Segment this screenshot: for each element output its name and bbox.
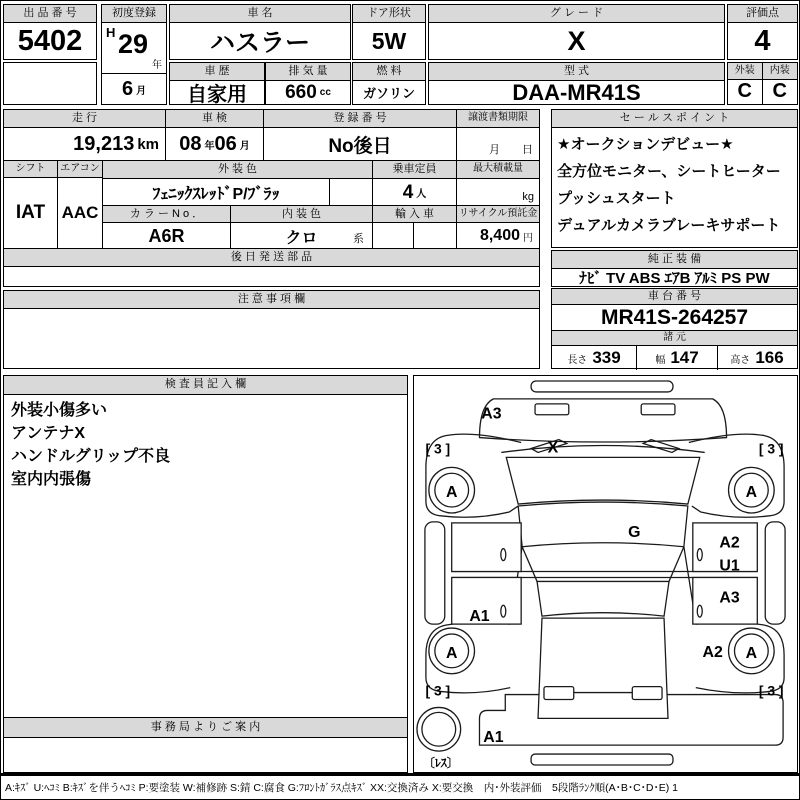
exterior-grade-cell bbox=[728, 63, 763, 104]
damage-mark: [ 3 ] bbox=[758, 682, 784, 699]
first-reg-box bbox=[101, 4, 167, 105]
interior-grade-value: C bbox=[772, 80, 787, 102]
transfer-deadline-value: 月 日 bbox=[489, 144, 533, 156]
model-code-label: 型 式 bbox=[429, 63, 724, 81]
first-reg-label: 初度登録 bbox=[102, 5, 166, 23]
damage-mark: [ 3 ] bbox=[425, 682, 451, 699]
inspector-note-line: ハンドルグリップ不良 bbox=[11, 448, 171, 465]
mileage-label: 走 行 bbox=[4, 110, 165, 128]
legend-text: A:ｷｽﾞ U:ﾍｺﾐ B:ｷｽﾞを伴うﾍｺﾐ P:要塗装 W:補修跡 S:錆 C:腐食 G:ﾌﾛﾝﾄｶﾞﾗｽ点ｷｽﾞ XX:交換済み X:要交換 内･外装評価 5段階ﾗﾝｸ順(A･B･C･D･E) 1 bbox=[5, 782, 679, 794]
recycle-deposit-unit: 円 bbox=[523, 232, 533, 244]
score-box bbox=[727, 4, 798, 60]
sales-points-body bbox=[552, 128, 797, 239]
damage-mark: A1 bbox=[469, 608, 490, 626]
damage-mark: U1 bbox=[719, 557, 740, 575]
right-sill bbox=[765, 522, 785, 624]
interior-color-box bbox=[230, 205, 373, 249]
door-shape-value: 5W bbox=[371, 27, 407, 54]
damage-mark: A3 bbox=[719, 589, 740, 607]
damage-diagram-svg bbox=[414, 376, 796, 771]
inspection-box bbox=[165, 109, 264, 161]
color-no-value: A6R bbox=[148, 225, 185, 246]
damage-mark: A3 bbox=[481, 405, 502, 423]
damage-mark: A bbox=[445, 484, 458, 502]
grade-value: X bbox=[567, 25, 586, 56]
history-value: 自家用 bbox=[187, 84, 247, 106]
spec-height-label: 高さ bbox=[730, 354, 751, 366]
office-info-value bbox=[4, 736, 407, 772]
sales-point-line: デュアルカメラブレーキサポート bbox=[557, 217, 781, 234]
fuel-label: 燃 料 bbox=[353, 63, 425, 81]
registration-value: No後日 bbox=[328, 135, 392, 157]
interior-color-cell bbox=[231, 223, 372, 249]
rear-bumper-strip bbox=[531, 754, 673, 765]
fuel-box bbox=[352, 62, 426, 105]
spec-width-value: 147 bbox=[670, 348, 699, 367]
cautions-label: 注 意 事 項 欄 bbox=[4, 291, 539, 309]
exterior-color-box bbox=[102, 160, 373, 206]
damage-mark: A2 bbox=[719, 534, 740, 552]
first-reg-year: 29 bbox=[118, 29, 149, 59]
equipment-box bbox=[551, 250, 798, 287]
exterior-color-label: 外 装 色 bbox=[103, 161, 372, 179]
displacement-box bbox=[265, 62, 351, 105]
front-bumper bbox=[531, 381, 673, 392]
sales-points-box bbox=[551, 109, 798, 248]
inspector-notes-body bbox=[4, 395, 407, 491]
fuel-value: ガソリン bbox=[362, 86, 415, 101]
exterior-grade-value: C bbox=[737, 80, 752, 102]
office-info-label: 事 務 局 よ り ご 案 内 bbox=[4, 717, 407, 738]
ext-int-grade-box bbox=[727, 62, 798, 105]
score-label: 評価点 bbox=[728, 5, 797, 23]
damage-mark: A bbox=[745, 644, 758, 662]
sales-point-line: ★オークションデビュー★ bbox=[557, 136, 734, 153]
car-name-box bbox=[169, 4, 351, 60]
c-pillar-line bbox=[669, 547, 684, 582]
damage-mark: A bbox=[445, 644, 458, 662]
capacity-label: 乗車定員 bbox=[373, 161, 456, 179]
mileage-box bbox=[3, 109, 166, 161]
damage-mark: [ 3 ] bbox=[758, 440, 784, 457]
cautions-value bbox=[4, 309, 539, 368]
aircon-label: エアコン bbox=[58, 161, 102, 178]
equipment-label: 純 正 装 備 bbox=[552, 251, 797, 269]
inspector-note-line: アンテナX bbox=[11, 425, 86, 442]
auction-no-label: 出 品 番 号 bbox=[4, 5, 96, 23]
chassis-value: MR41S-264257 bbox=[552, 305, 797, 331]
grade-label: グ レ ー ド bbox=[429, 5, 724, 23]
bottom-divider bbox=[1, 773, 800, 776]
shift-value: IAT bbox=[15, 201, 46, 223]
interior-grade-cell bbox=[763, 63, 798, 104]
capacity-cell bbox=[373, 179, 456, 206]
damage-mark: A bbox=[745, 484, 758, 502]
recycle-deposit-box bbox=[456, 205, 540, 249]
c-pillar-line bbox=[522, 547, 537, 582]
spec-length-value: 339 bbox=[592, 348, 621, 367]
chassis-box bbox=[551, 288, 798, 369]
interior-color-value: クロ bbox=[285, 229, 318, 247]
car-name-label: 車 名 bbox=[170, 5, 350, 23]
spec-width-label: 幅 bbox=[655, 354, 666, 366]
rear-window bbox=[537, 581, 669, 616]
cautions-box bbox=[3, 290, 540, 369]
door-shape-label: ドア形状 bbox=[353, 5, 425, 23]
shift-box bbox=[3, 160, 58, 249]
chassis-label: 車 台 番 号 bbox=[552, 289, 797, 305]
inspector-note-line: 外装小傷多い bbox=[11, 402, 108, 419]
inspection-month-unit: 月 bbox=[239, 140, 250, 152]
displacement-value: 660 bbox=[285, 81, 317, 103]
later-shipping-value bbox=[4, 267, 539, 287]
inspection-month: 06 bbox=[214, 132, 237, 155]
registration-box bbox=[263, 109, 457, 161]
equipment-value: ﾅﾋﾞ TV ABS ｴｱB ｱﾙﾐ PS PW bbox=[579, 270, 770, 287]
displacement-value-cell bbox=[266, 81, 350, 104]
inspector-notes-box bbox=[3, 375, 408, 773]
damage-mark: [ 3 ] bbox=[425, 440, 451, 457]
auction-no-box bbox=[3, 4, 97, 60]
empty-cell-top-left bbox=[3, 62, 97, 105]
grade-box bbox=[428, 4, 725, 60]
model-code-value: DAA-MR41S bbox=[512, 79, 641, 105]
later-shipping-box bbox=[3, 248, 540, 287]
left-front-door bbox=[452, 523, 521, 572]
interior-color-label: 内 装 色 bbox=[231, 206, 372, 223]
exterior-color-value: ﾌｪﾆｯｸｽﾚｯﾄﾞP/ﾌﾞﾗｯ bbox=[152, 186, 280, 203]
aircon-value: AAC bbox=[61, 202, 99, 222]
exterior-color-cell bbox=[103, 179, 372, 206]
interior-color-unit: 系 bbox=[353, 233, 364, 245]
car-name-value: ハスラー bbox=[209, 29, 310, 57]
model-code-box bbox=[428, 62, 725, 105]
mileage-value: 19,213 bbox=[73, 132, 135, 155]
import-car-cell bbox=[373, 223, 456, 249]
transfer-deadline-box bbox=[456, 109, 540, 161]
damage-mark: A1 bbox=[483, 729, 504, 747]
recycle-deposit-label: リサイクル預託金 bbox=[457, 206, 539, 223]
import-car-divider bbox=[413, 223, 414, 249]
spec-height-cell bbox=[717, 346, 796, 370]
windshield bbox=[506, 457, 699, 504]
capacity-unit: 人 bbox=[416, 189, 427, 200]
exterior-grade-label: 外装 bbox=[728, 63, 762, 80]
score-value: 4 bbox=[754, 24, 771, 57]
import-car-box bbox=[372, 205, 457, 249]
door-shape-box bbox=[352, 4, 426, 60]
aircon-box bbox=[57, 160, 103, 249]
damage-mark: X bbox=[547, 439, 559, 457]
spec-width-cell bbox=[636, 346, 717, 370]
spare-tire-inner bbox=[422, 712, 456, 746]
recycle-deposit-value: 8,400 bbox=[479, 227, 520, 244]
displacement-label: 排 気 量 bbox=[266, 63, 350, 81]
first-reg-year-unit: 年 bbox=[152, 60, 162, 71]
specs-label: 諸 元 bbox=[552, 331, 797, 346]
inspection-value-cell bbox=[166, 128, 263, 160]
left-sill bbox=[425, 522, 445, 624]
inspection-year-unit: 年 bbox=[204, 140, 215, 152]
max-load-cell bbox=[457, 179, 539, 206]
spec-length-cell bbox=[552, 346, 636, 370]
sales-point-line: 全方位モニター、シートヒーター bbox=[557, 163, 781, 180]
inspector-note-line: 室内内張傷 bbox=[11, 471, 92, 488]
first-reg-era: H bbox=[106, 25, 116, 40]
transfer-deadline-cell bbox=[457, 128, 539, 160]
first-reg-month: 6 bbox=[121, 77, 134, 100]
capacity-box bbox=[372, 160, 457, 206]
tailgate bbox=[538, 618, 668, 718]
max-load-box bbox=[456, 160, 540, 206]
mileage-unit: km bbox=[137, 135, 159, 153]
damage-diagram-box bbox=[413, 375, 798, 773]
max-load-label: 最大積載量 bbox=[457, 161, 539, 179]
first-reg-year-cell bbox=[102, 23, 166, 74]
sales-point-line: プッシュスタート bbox=[557, 190, 676, 207]
spec-height-value: 166 bbox=[755, 348, 784, 367]
first-reg-month-unit: 月 bbox=[136, 85, 147, 97]
auction-no-value: 5402 bbox=[17, 24, 83, 57]
shift-label: シフト bbox=[4, 161, 57, 178]
inspection-label: 車 検 bbox=[166, 110, 263, 128]
mileage-value-cell bbox=[4, 128, 165, 160]
first-reg-month-cell bbox=[102, 74, 166, 104]
spec-length-label: 長さ bbox=[567, 354, 588, 366]
damage-mark: A2 bbox=[702, 643, 723, 661]
max-load-unit: kg bbox=[522, 191, 534, 203]
sales-points-label: セ ー ル ス ポ イ ン ト bbox=[552, 110, 797, 128]
capacity-value: 4 bbox=[402, 181, 414, 203]
transfer-deadline-label: 譲渡書類期限 bbox=[457, 110, 539, 128]
history-box bbox=[169, 62, 265, 105]
color-no-label: カ ラ ー N o ． bbox=[103, 206, 230, 223]
damage-mark: G bbox=[628, 523, 641, 541]
color-no-box bbox=[102, 205, 231, 249]
history-label: 車 歴 bbox=[170, 63, 264, 81]
later-shipping-label: 後 日 発 送 部 品 bbox=[4, 249, 539, 267]
exterior-color-code-cell bbox=[329, 179, 371, 206]
inspection-year: 08 bbox=[179, 132, 202, 155]
interior-grade-label: 内装 bbox=[763, 63, 798, 80]
inspector-notes-label: 検 査 員 記 入 欄 bbox=[4, 376, 407, 395]
recycle-deposit-cell bbox=[457, 223, 539, 249]
import-car-label: 輸 入 車 bbox=[373, 206, 456, 223]
hood bbox=[479, 399, 726, 442]
specs-row bbox=[552, 346, 797, 370]
displacement-unit: cc bbox=[319, 87, 331, 98]
damage-mark: 〔ﾚｽ〕 bbox=[422, 755, 459, 770]
registration-label: 登 録 番 号 bbox=[264, 110, 456, 128]
roof bbox=[518, 502, 688, 547]
